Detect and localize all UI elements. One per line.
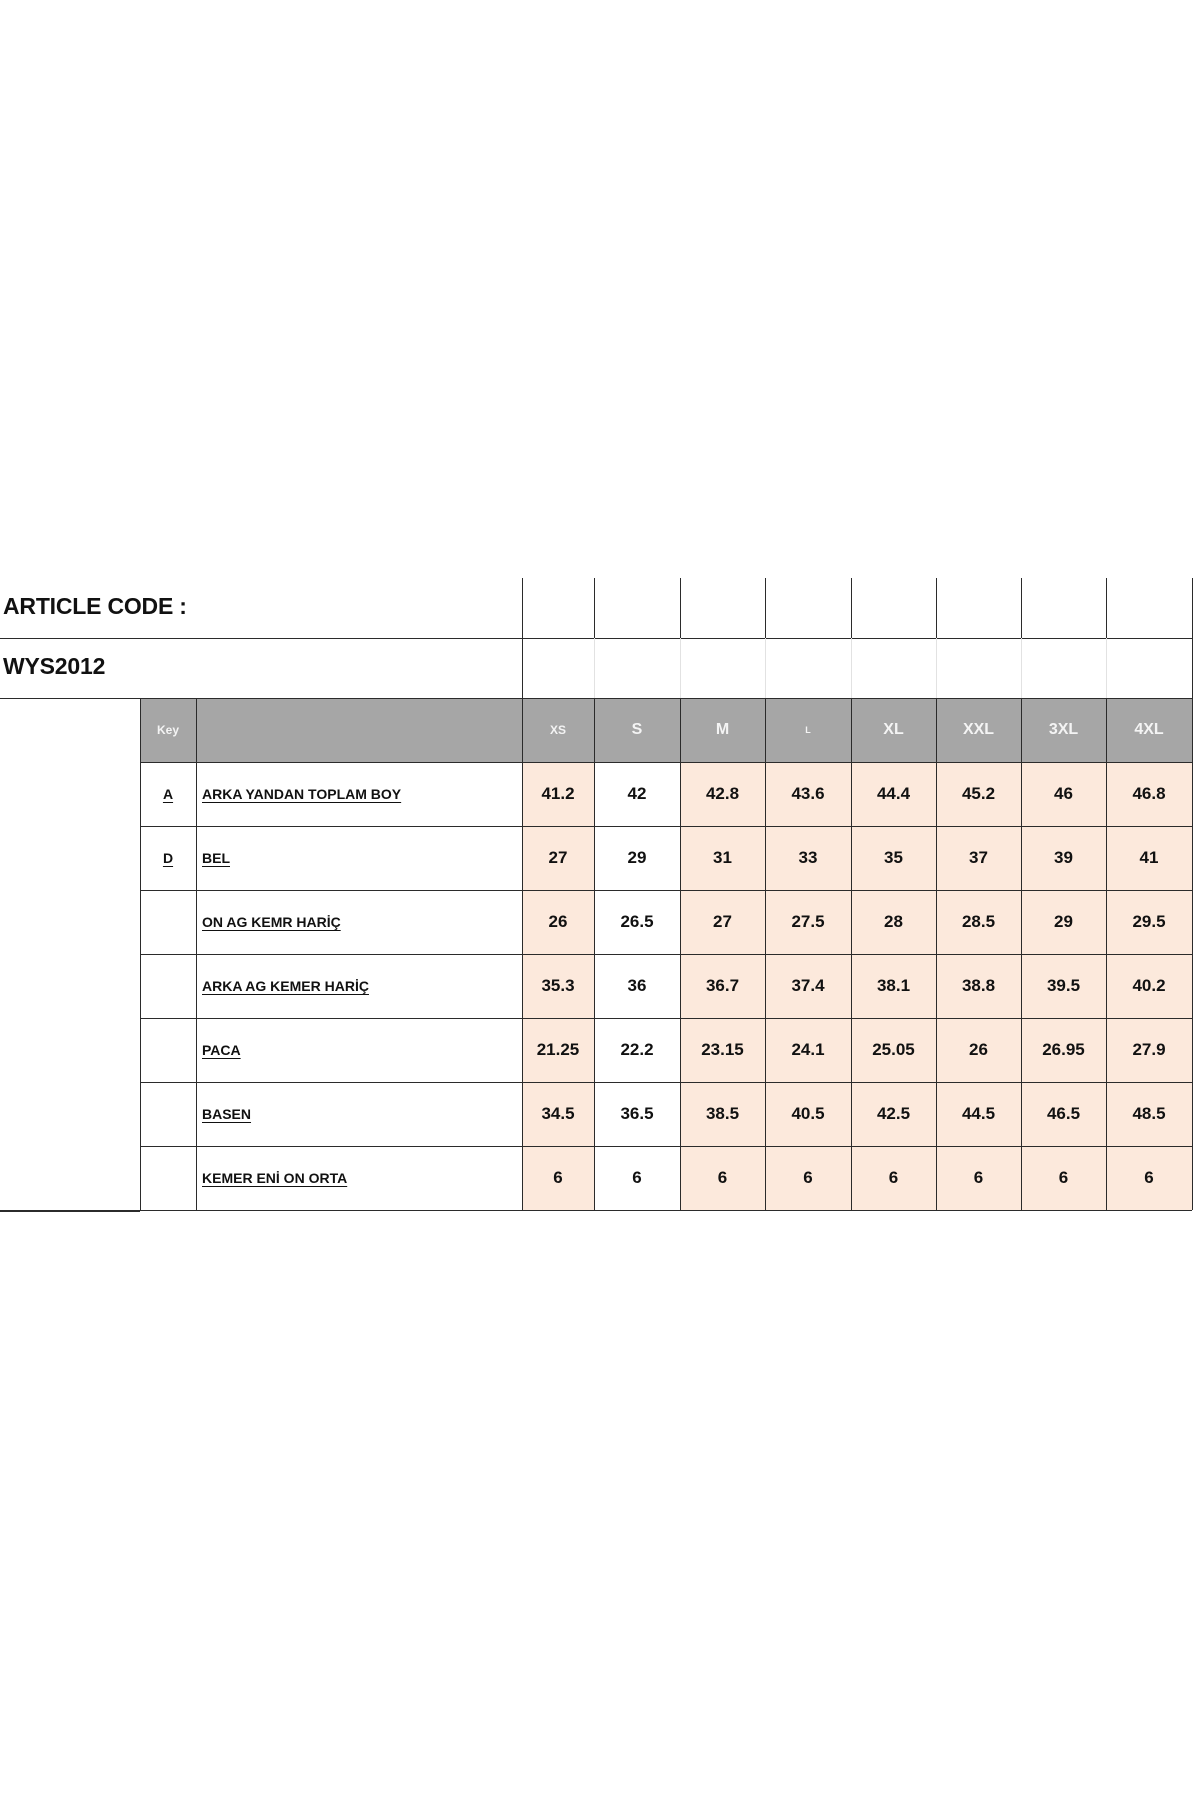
article-code-label: ARTICLE CODE : <box>3 593 187 619</box>
measurement-column-header <box>196 698 522 762</box>
measurement-key: D <box>162 850 174 866</box>
measurement-label: BEL <box>202 850 230 866</box>
measurement-key: A <box>162 786 174 802</box>
size-value-xs: 41.2 <box>541 784 575 803</box>
size-value-m: 38.5 <box>705 1104 740 1123</box>
size-value-4xl: 41 <box>1139 848 1159 867</box>
size-value-3xl: 26.95 <box>1042 1040 1085 1059</box>
size-value-s: 42 <box>627 784 647 803</box>
size-value-4xl: 48.5 <box>1132 1104 1166 1123</box>
measurement-key <box>140 1018 196 1082</box>
size-value-m: 36.7 <box>705 976 740 995</box>
size-value-s: 29 <box>627 848 647 867</box>
faint-grid-line <box>1106 638 1107 698</box>
size-value-m: 27 <box>713 912 732 931</box>
faint-grid-line <box>594 638 595 698</box>
size-value-xs: 26 <box>548 912 568 931</box>
article-code-value: WYS2012 <box>3 653 106 679</box>
size-header-xl: XL <box>883 721 904 738</box>
size-value-l: 40.5 <box>791 1104 825 1123</box>
measurement-key <box>140 954 196 1018</box>
size-value-s: 6 <box>632 1168 642 1187</box>
size-value-xs: 6 <box>553 1168 563 1187</box>
size-value-4xl: 29.5 <box>1132 912 1166 931</box>
size-value-3xl: 39.5 <box>1046 976 1081 995</box>
table-bottom-border <box>140 1210 1192 1211</box>
size-value-xxl: 38.8 <box>961 976 996 995</box>
faint-grid-line <box>1021 638 1022 698</box>
table-divider-after-article <box>0 638 1192 639</box>
size-value-xl: 38.1 <box>876 976 911 995</box>
faint-grid-line <box>765 638 766 698</box>
size-value-xl: 35 <box>884 848 903 867</box>
size-value-l: 6 <box>803 1168 813 1187</box>
measurement-label: BASEN <box>202 1106 252 1122</box>
size-value-s: 26.5 <box>620 912 654 931</box>
measurement-label: ARKA YANDAN TOPLAM BOY <box>202 786 402 802</box>
measurement-label: ON AG KEMR HARİÇ <box>202 914 341 930</box>
size-value-3xl: 39 <box>1054 848 1073 867</box>
size-value-m: 23.15 <box>701 1040 744 1059</box>
size-chart-sheet <box>0 578 1200 1214</box>
size-header-xs: XS <box>549 723 566 737</box>
measurement-key <box>140 890 196 954</box>
size-value-4xl: 40.2 <box>1132 976 1166 995</box>
size-value-s: 22.2 <box>620 1040 654 1059</box>
size-header-l: L <box>805 725 811 735</box>
size-value-3xl: 29 <box>1054 912 1073 931</box>
size-value-m: 31 <box>713 848 732 867</box>
size-header-4xl: 4XL <box>1134 721 1164 738</box>
measurement-key <box>140 1146 196 1210</box>
size-value-xl: 42.5 <box>876 1104 911 1123</box>
size-value-3xl: 6 <box>1058 1168 1069 1187</box>
size-value-xxl: 6 <box>973 1168 984 1187</box>
size-value-l: 37.4 <box>791 976 825 995</box>
size-value-l: 24.1 <box>791 1040 825 1059</box>
size-value-3xl: 46.5 <box>1046 1104 1081 1123</box>
size-value-xs: 34.5 <box>541 1104 575 1123</box>
measurement-label: PACA <box>202 1042 241 1058</box>
measurement-label: KEMER ENİ ON ORTA <box>202 1170 348 1186</box>
size-value-xxl: 45.2 <box>961 784 996 803</box>
size-value-xl: 44.4 <box>876 784 911 803</box>
size-value-xs: 27 <box>548 848 568 867</box>
size-value-xxl: 28.5 <box>961 912 996 931</box>
size-value-m: 42.8 <box>705 784 740 803</box>
size-value-l: 33 <box>798 848 818 867</box>
key-column-header: Key <box>156 723 179 737</box>
size-value-4xl: 46.8 <box>1132 784 1166 803</box>
size-value-s: 36.5 <box>620 1104 654 1123</box>
size-value-s: 36 <box>627 976 647 995</box>
size-value-xxl: 26 <box>969 1040 988 1059</box>
size-value-xxl: 44.5 <box>961 1104 996 1123</box>
size-value-4xl: 6 <box>1144 1168 1154 1187</box>
size-header-s: S <box>631 721 643 738</box>
size-column-border <box>1192 578 1193 1210</box>
size-value-4xl: 27.9 <box>1132 1040 1166 1059</box>
size-value-xl: 25.05 <box>872 1040 915 1059</box>
size-value-m: 6 <box>717 1168 728 1187</box>
size-value-xs: 35.3 <box>541 976 575 995</box>
table-bottom-border <box>0 1210 140 1212</box>
size-value-3xl: 46 <box>1054 784 1073 803</box>
size-value-xl: 6 <box>888 1168 899 1187</box>
faint-grid-line <box>851 638 852 698</box>
faint-grid-line <box>680 638 681 698</box>
size-value-xs: 21.25 <box>536 1040 580 1059</box>
measurement-key <box>140 1082 196 1146</box>
size-value-xxl: 37 <box>969 848 988 867</box>
size-header-m: M <box>715 721 730 738</box>
size-header-3xl: 3XL <box>1048 721 1079 738</box>
size-value-l: 27.5 <box>791 912 825 931</box>
size-header-xxl: XXL <box>962 721 995 738</box>
measurement-label: ARKA AG KEMER HARİÇ <box>202 978 369 994</box>
size-value-l: 43.6 <box>791 784 825 803</box>
size-value-xl: 28 <box>884 912 903 931</box>
faint-grid-line <box>936 638 937 698</box>
